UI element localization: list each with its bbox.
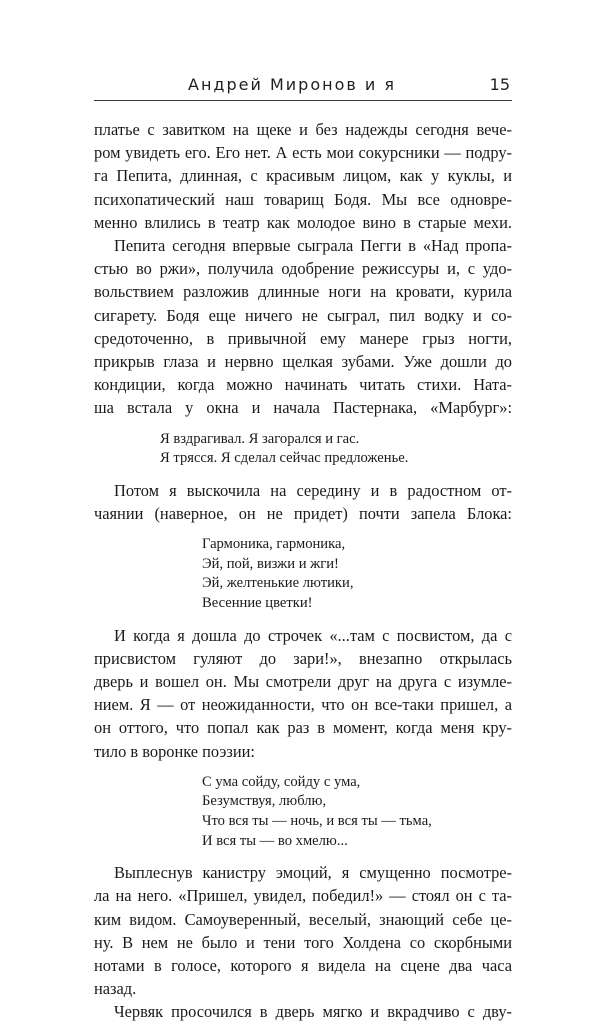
- text-line: Червяк просочился в дверь мягко и вкрадчиво с дву-: [114, 1002, 512, 1022]
- text-line: нием. Я — от неожиданности, что он все-таки пришел, а: [94, 695, 512, 715]
- page-number: 15: [489, 75, 510, 94]
- text-line: Выплеснув канистру эмоций, я смущенно посмотре-: [114, 863, 512, 883]
- text-line: Потом я выскочила на середину и в радостном от-: [114, 480, 512, 500]
- text-line: вольствием разложив длинные ноги на кровати, курила: [94, 282, 512, 302]
- text-line: И когда я дошла до строчек «...там с посвистом, да с: [114, 625, 512, 645]
- text-line: тило в воронке поэзии:: [94, 741, 255, 761]
- verse-line: Я трясся. Я сделал сейчас предложенье.: [160, 450, 409, 467]
- verse-2: [94, 535, 512, 613]
- text-line: чаянии (наверное, он не придет) почти запела Блока:: [94, 504, 512, 524]
- text-line: назад.: [94, 979, 137, 999]
- verse-3: [94, 773, 512, 851]
- verse-line: Безумствуя, люблю,: [202, 793, 327, 810]
- paragraph-2: [94, 479, 512, 525]
- verse-line: С ума сойду, сойду с ума,: [202, 773, 361, 790]
- text-line: он оттого, что попал как раз в момент, когда меня кру-: [94, 718, 512, 738]
- verse-line: И вся ты — во хмелю...: [202, 832, 348, 849]
- verse-line: Весенние цветки!: [202, 595, 313, 612]
- verse-line: Я вздрагивал. Я загорался и гас.: [160, 430, 360, 447]
- text-line: присвистом гуляют до зари!», внезапно открылась: [94, 648, 512, 668]
- text-line: нотами в голосе, которого я видела на сцене два часа: [94, 956, 512, 976]
- text-line: ну. В нем не было и тени того Холдена со скорбными: [94, 932, 512, 952]
- text-line: ша встала у окна и начала Пастернака, «Марбург»:: [94, 398, 512, 418]
- running-header: [94, 70, 512, 101]
- paragraph-5: [94, 1000, 512, 1023]
- body-text: [94, 118, 512, 1024]
- verse-line: Гармоника, гармоника,: [202, 536, 346, 553]
- verse-line: Что вся ты — ночь, и вся ты — тьма,: [202, 813, 432, 830]
- text-line: психопатический наш товарищ Бодя. Мы все одновре-: [94, 189, 512, 209]
- text-line: ла на него. «Пришел, увидел, победил!» — стоял он с та-: [94, 886, 512, 906]
- paragraph-1: [94, 118, 512, 420]
- text-line: ром увидеть его. Его нет. А есть мои сокурсники — подру-: [94, 143, 512, 163]
- text-line: прикрыв глаза и нервно щелкая зубами. Уже дошли до: [94, 352, 512, 372]
- text-line: менно влились в театр как молодое вино в старые мехи.: [94, 212, 512, 232]
- text-line: платье с завитком на щеке и без надежды сегодня вече-: [94, 120, 512, 139]
- text-line: дверь и вошел он. Мы смотрели друг на друга с изумле-: [94, 672, 512, 692]
- text-line: кондиции, когда можно начинать читать стихи. Ната-: [94, 375, 512, 395]
- text-line: сигарету. Бодя еще ничего не сыграл, пил водку и со-: [94, 305, 512, 325]
- verse-1: [94, 430, 512, 469]
- text-line: средоточенно, в привычной ему манере грыз ногти,: [94, 328, 512, 348]
- text-line: га Пепита, длинная, с красивым лицом, как у куклы, и: [94, 166, 512, 186]
- text-line: стью во ржи», получила одобрение режиссуры и, с удо-: [94, 259, 512, 279]
- verse-line: Эй, пой, визжи и жги!: [202, 555, 339, 572]
- paragraph-3: [94, 624, 512, 763]
- running-title: Андрей Миронов и я: [188, 75, 396, 94]
- text-line: Пепита сегодня впервые сыграла Пегги в «Над пропа-: [114, 236, 512, 256]
- text-line: ким видом. Самоуверенный, веселый, знающий себе це-: [94, 909, 512, 929]
- paragraph-4: [94, 861, 512, 1000]
- verse-line: Эй, желтенькие лютики,: [202, 575, 354, 592]
